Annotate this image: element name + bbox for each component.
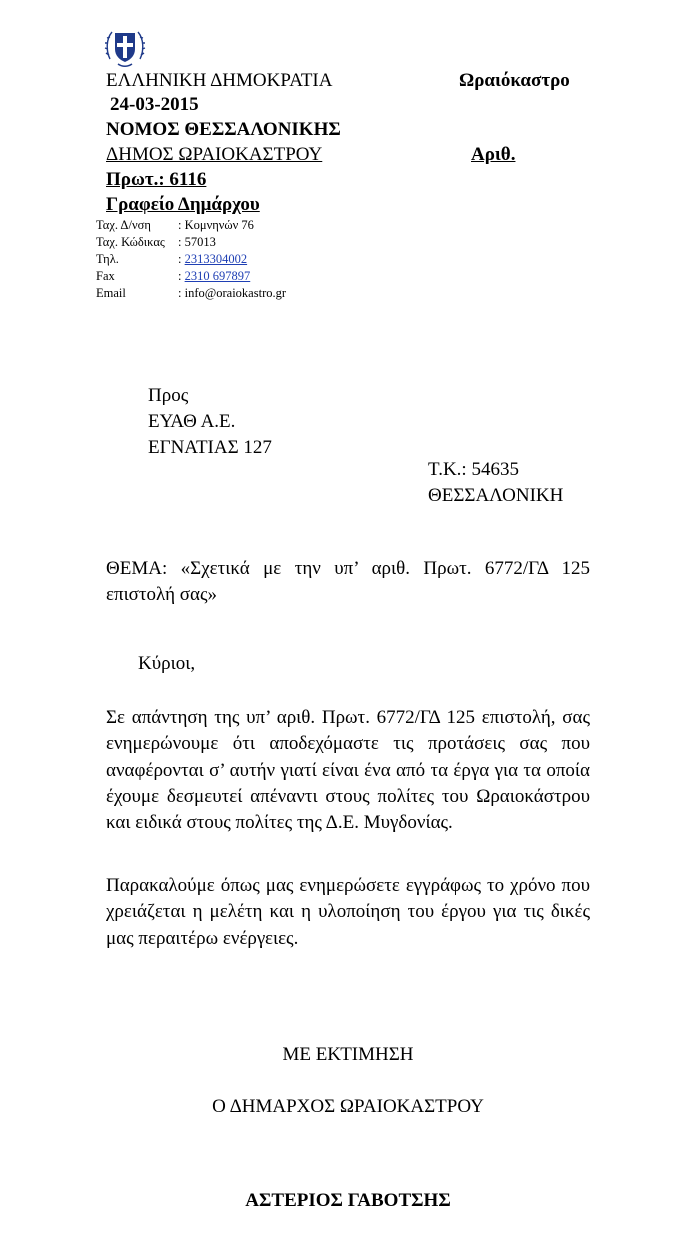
contact-value: : 2310 697897 xyxy=(178,269,251,283)
contact-label: Email xyxy=(96,286,126,300)
closing-regards: ΜΕ ΕΚΤΙΜΗΣΗ xyxy=(282,1044,414,1065)
coat-of-arms-emblem xyxy=(104,25,146,69)
contact-value: : info@oraiokastro.gr xyxy=(178,286,287,300)
contact-value: : 2313304002 xyxy=(178,252,248,266)
contact-label: Ταχ. Κώδικας xyxy=(96,235,165,249)
number-label: Αριθ. xyxy=(471,144,516,165)
recipient-postcode: Τ.Κ.: 54635 xyxy=(428,459,519,480)
place-name: Ωραιόκαστρο xyxy=(459,70,570,91)
office-heading: Γραφείο Δημάρχου xyxy=(106,194,260,215)
fax-link[interactable]: 2310 697897 xyxy=(184,269,251,283)
signatory-title: Ο ΔΗΜΑΡΧΟΣ ΩΡΑΙΟΚΑΣΤΡΟΥ xyxy=(212,1096,484,1117)
phone-link[interactable]: 2313304002 xyxy=(184,252,248,266)
contact-label: Ταχ. Δ/νση xyxy=(96,218,151,232)
contact-label: Τηλ. xyxy=(96,252,119,266)
contact-value: : 57013 xyxy=(178,235,216,249)
subject-line-continued: επιστολή σας» xyxy=(106,584,218,605)
recipient-to: Προς xyxy=(148,385,189,406)
body-paragraph-1: Σε απάντηση της υπ’ αριθ. Πρωτ. 6772/ΓΔ 125 επιστολή, σας ενημερώνουμε ότι αποδεχόμαστε τις προτάσεις σας που αναφέρονται σ’ αυτήν γιατί είναι ένα από τα έργα για τα οποία έχουμε δεσμευτεί απέναντι στους πολίτες του Ωραιοκάστρου και ειδικά στους πολίτες της Δ.Ε. Μυγδονίας. xyxy=(106,707,590,834)
recipient-street: ΕΓΝΑΤΙΑΣ 127 xyxy=(148,437,272,458)
contact-block xyxy=(96,217,356,302)
recipient-name: ΕΥΑΘ Α.Ε. xyxy=(148,411,236,432)
subject-line: ΘΕΜΑ: «Σχετικά με την υπ’ αριθ. Πρωτ. 6772/ΓΔ 125 xyxy=(106,558,590,579)
republic-heading: ΕΛΛΗΝΙΚΗ ΔΗΜΟΚΡΑΤΙΑ xyxy=(106,70,333,91)
prefecture-heading: ΝΟΜΟΣ ΘΕΣΣΑΛΟΝΙΚΗΣ xyxy=(106,119,341,140)
municipality-heading: ΔΗΜΟΣ ΩΡΑΙΟΚΑΣΤΡΟΥ xyxy=(106,144,323,165)
salutation: Κύριοι, xyxy=(138,653,196,674)
contact-label: Fax xyxy=(96,269,115,283)
document-date: 24-03-2015 xyxy=(110,94,199,115)
contact-value: : Κομνηνών 76 xyxy=(178,218,254,232)
recipient-city: ΘΕΣΣΑΛΟΝΙΚΗ xyxy=(428,485,564,506)
signatory-name: ΑΣΤΕΡΙΟΣ ΓΑΒΟΤΣΗΣ xyxy=(245,1190,451,1211)
body-paragraph-2: Παρακαλούμε όπως μας ενημερώσετε εγγράφως το χρόνο που χρειάζεται η μελέτη και η υλοποίηση του έργου για τις δικές μας περαιτέρω ενέργειες. xyxy=(106,875,590,949)
protocol-number: Πρωτ.: 6116 xyxy=(106,169,207,190)
